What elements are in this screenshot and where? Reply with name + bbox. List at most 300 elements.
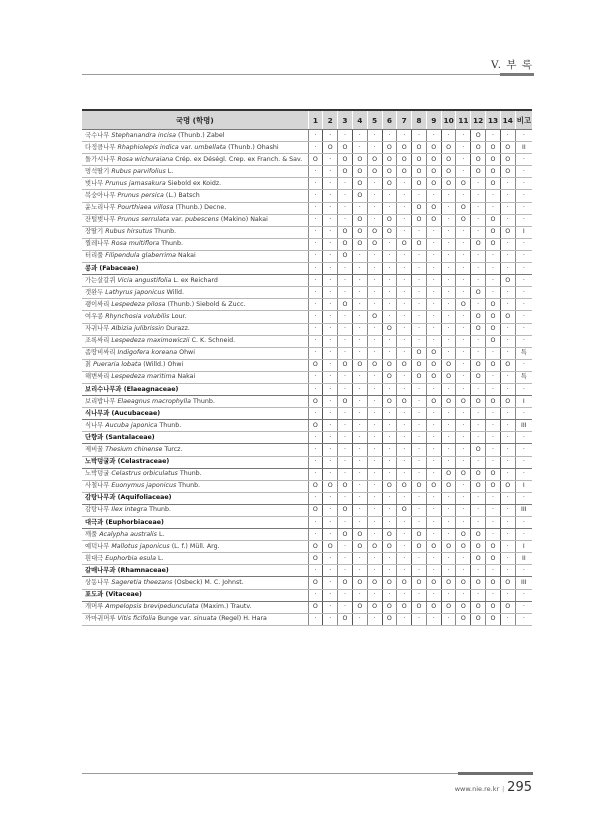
scientific-name: Rhaphiolepis indica xyxy=(117,143,179,151)
absence-mark: · xyxy=(323,166,338,178)
presence-mark: O xyxy=(308,396,323,408)
presence-mark: O xyxy=(456,178,471,190)
note-cell: · xyxy=(515,238,532,250)
site-cell: · xyxy=(426,589,441,601)
presence-mark: O xyxy=(308,601,323,613)
site-cell: · xyxy=(412,263,427,275)
presence-mark: O xyxy=(338,154,353,166)
absence-mark: · xyxy=(323,238,338,250)
presence-mark: O xyxy=(500,154,515,166)
presence-mark: O xyxy=(486,613,501,625)
absence-mark: · xyxy=(426,287,441,299)
species-row xyxy=(82,444,532,456)
species-row xyxy=(82,299,532,311)
site-cell: · xyxy=(367,383,382,395)
presence-mark: O xyxy=(382,577,397,589)
note-cell: · xyxy=(515,154,532,166)
presence-mark: O xyxy=(323,142,338,154)
absence-mark: · xyxy=(382,202,397,214)
site-cell: · xyxy=(397,408,412,420)
absence-mark: · xyxy=(441,238,456,250)
site-cell: · xyxy=(412,517,427,529)
site-cell: · xyxy=(456,263,471,275)
family-row xyxy=(82,383,532,395)
presence-mark: O xyxy=(308,541,323,553)
absence-mark: · xyxy=(323,359,338,371)
family-label: 보리수나무과 (Elaeagnaceae) xyxy=(82,383,308,395)
absence-mark: · xyxy=(397,335,412,347)
scientific-name: sinuata xyxy=(193,615,217,623)
korean-name: 갯완두 xyxy=(85,288,104,296)
absence-mark: · xyxy=(367,190,382,202)
absence-mark: · xyxy=(352,299,367,311)
absence-mark: · xyxy=(323,420,338,432)
note-cell: · xyxy=(515,359,532,371)
site-cell: · xyxy=(352,456,367,468)
presence-mark: O xyxy=(441,142,456,154)
author-name: L. xyxy=(158,530,165,538)
species-name xyxy=(82,166,308,178)
absence-mark: · xyxy=(397,287,412,299)
site-cell: · xyxy=(308,517,323,529)
absence-mark: · xyxy=(486,250,501,262)
note-cell: 특 xyxy=(515,347,532,359)
presence-mark: O xyxy=(352,154,367,166)
note-cell: I xyxy=(515,480,532,492)
site-cell: · xyxy=(308,383,323,395)
column-header-site: 6 xyxy=(382,110,397,130)
presence-mark: O xyxy=(426,214,441,226)
absence-mark: · xyxy=(500,250,515,262)
presence-mark: O xyxy=(397,480,412,492)
site-cell: · xyxy=(352,589,367,601)
absence-mark: · xyxy=(323,154,338,166)
absence-mark: · xyxy=(441,275,456,287)
korean-name: 예덕나무 xyxy=(85,542,110,550)
absence-mark: · xyxy=(367,335,382,347)
presence-mark: O xyxy=(426,359,441,371)
site-cell: · xyxy=(500,565,515,577)
presence-mark: O xyxy=(323,541,338,553)
note-cell: · xyxy=(515,432,532,444)
absence-mark: · xyxy=(367,420,382,432)
korean-name: 상동나무 xyxy=(85,579,110,587)
presence-mark: O xyxy=(397,166,412,178)
absence-mark: · xyxy=(323,396,338,408)
absence-mark: · xyxy=(338,202,353,214)
author-name: Thunb. xyxy=(149,506,171,514)
absence-mark: · xyxy=(367,214,382,226)
scientific-name: Rubus parvifolius xyxy=(111,167,166,175)
scientific-name: Elaeagnus macrophylla xyxy=(117,397,191,405)
site-cell: · xyxy=(382,517,397,529)
note-cell: · xyxy=(515,190,532,202)
scientific-name: Vitis ficifolia xyxy=(117,615,156,623)
note-cell: · xyxy=(515,408,532,420)
absence-mark: · xyxy=(426,613,441,625)
absence-mark: · xyxy=(323,504,338,516)
absence-mark: · xyxy=(397,226,412,238)
absence-mark: · xyxy=(323,311,338,323)
absence-mark: · xyxy=(382,468,397,480)
presence-mark: O xyxy=(486,299,501,311)
presence-mark: O xyxy=(338,480,353,492)
column-header-site: 12 xyxy=(471,110,486,130)
absence-mark: · xyxy=(426,275,441,287)
site-cell: · xyxy=(338,589,353,601)
absence-mark: · xyxy=(456,154,471,166)
site-cell: · xyxy=(456,383,471,395)
absence-mark: · xyxy=(323,130,338,142)
presence-mark: O xyxy=(412,142,427,154)
author-name: (Makino) Nakai xyxy=(220,216,268,224)
species-row xyxy=(82,287,532,299)
species-name xyxy=(82,613,308,625)
absence-mark: · xyxy=(338,190,353,202)
presence-mark: O xyxy=(352,190,367,202)
author-name: Lour. xyxy=(171,312,187,320)
absence-mark: · xyxy=(338,275,353,287)
presence-mark: O xyxy=(338,226,353,238)
presence-mark: O xyxy=(426,480,441,492)
presence-mark: O xyxy=(426,601,441,613)
absence-mark: · xyxy=(486,190,501,202)
site-cell: · xyxy=(323,517,338,529)
scientific-name: Sageretia theezans xyxy=(111,579,173,587)
site-cell: · xyxy=(367,408,382,420)
absence-mark: · xyxy=(397,178,412,190)
species-name xyxy=(82,444,308,456)
column-header-site: 8 xyxy=(412,110,427,130)
scientific-name: Indigofera koreana xyxy=(117,349,178,357)
note-cell: · xyxy=(515,311,532,323)
presence-mark: O xyxy=(338,529,353,541)
site-cell: · xyxy=(338,492,353,504)
site-cell: · xyxy=(323,492,338,504)
species-name xyxy=(82,396,308,408)
top-rule xyxy=(82,74,532,75)
korean-name: 터리풀 xyxy=(85,252,104,260)
absence-mark: · xyxy=(323,323,338,335)
korean-name: 노박덩굴 xyxy=(85,470,110,478)
presence-mark: O xyxy=(352,238,367,250)
site-cell: · xyxy=(338,517,353,529)
presence-mark: O xyxy=(441,601,456,613)
absence-mark: · xyxy=(323,468,338,480)
absence-mark: · xyxy=(397,323,412,335)
top-rule-accent xyxy=(500,73,534,76)
author-name: C. K. Schneid. xyxy=(191,337,236,345)
species-row xyxy=(82,226,532,238)
presence-mark: O xyxy=(426,166,441,178)
site-cell: · xyxy=(426,492,441,504)
species-row xyxy=(82,541,532,553)
korean-name: 장딸기 xyxy=(85,228,104,236)
presence-mark: O xyxy=(500,166,515,178)
absence-mark: · xyxy=(500,299,515,311)
site-cell: · xyxy=(367,432,382,444)
absence-mark: · xyxy=(308,299,323,311)
author-name: Thunb. xyxy=(154,228,177,236)
site-cell: · xyxy=(412,492,427,504)
note-cell: · xyxy=(515,130,532,142)
presence-mark: O xyxy=(367,238,382,250)
absence-mark: · xyxy=(500,613,515,625)
site-cell: · xyxy=(308,432,323,444)
absence-mark: · xyxy=(412,323,427,335)
author-name: (Thunb.) Decne. xyxy=(175,204,227,212)
presence-mark: O xyxy=(367,311,382,323)
absence-mark: · xyxy=(486,371,501,383)
site-cell: · xyxy=(486,589,501,601)
species-name xyxy=(82,311,308,323)
scientific-name: Prunus persica xyxy=(117,192,164,200)
scientific-name: Thesium chinense xyxy=(105,445,163,453)
korean-name: 잔털벚나무 xyxy=(85,216,116,224)
species-row xyxy=(82,142,532,154)
site-cell: · xyxy=(382,565,397,577)
absence-mark: · xyxy=(367,130,382,142)
author-name: var. xyxy=(171,216,183,224)
presence-mark: O xyxy=(456,601,471,613)
absence-mark: · xyxy=(382,190,397,202)
presence-mark: O xyxy=(367,541,382,553)
site-cell: · xyxy=(441,589,456,601)
site-cell: · xyxy=(456,589,471,601)
presence-mark: O xyxy=(382,166,397,178)
site-cell: · xyxy=(367,263,382,275)
site-cell: · xyxy=(308,565,323,577)
absence-mark: · xyxy=(441,202,456,214)
site-cell: · xyxy=(308,408,323,420)
absence-mark: · xyxy=(308,166,323,178)
scientific-name: Aucuba japonica xyxy=(105,421,158,429)
absence-mark: · xyxy=(367,371,382,383)
presence-mark: O xyxy=(500,396,515,408)
absence-mark: · xyxy=(308,202,323,214)
presence-mark: O xyxy=(397,601,412,613)
absence-mark: · xyxy=(382,553,397,565)
presence-mark: O xyxy=(456,468,471,480)
absence-mark: · xyxy=(412,275,427,287)
absence-mark: · xyxy=(338,130,353,142)
absence-mark: · xyxy=(382,250,397,262)
note-cell: · xyxy=(515,299,532,311)
absence-mark: · xyxy=(397,250,412,262)
footer-url[interactable]: www.nie.re.kr xyxy=(454,785,500,793)
note-cell: II xyxy=(515,142,532,154)
korean-name: 까마귀머루 xyxy=(85,615,116,623)
presence-mark: O xyxy=(352,601,367,613)
presence-mark: O xyxy=(486,553,501,565)
korean-name: 자귀나무 xyxy=(85,325,110,333)
note-cell: · xyxy=(515,178,532,190)
presence-mark: O xyxy=(338,613,353,625)
absence-mark: · xyxy=(397,529,412,541)
absence-mark: · xyxy=(382,238,397,250)
presence-mark: O xyxy=(471,396,486,408)
site-cell: · xyxy=(426,456,441,468)
absence-mark: · xyxy=(367,287,382,299)
absence-mark: · xyxy=(471,504,486,516)
absence-mark: · xyxy=(397,553,412,565)
footer-separator: | xyxy=(502,786,505,793)
absence-mark: · xyxy=(471,214,486,226)
site-cell: · xyxy=(456,432,471,444)
absence-mark: · xyxy=(338,347,353,359)
presence-mark: O xyxy=(500,142,515,154)
note-cell: · xyxy=(515,492,532,504)
absence-mark: · xyxy=(397,420,412,432)
species-name xyxy=(82,504,308,516)
presence-mark: O xyxy=(367,359,382,371)
absence-mark: · xyxy=(412,468,427,480)
absence-mark: · xyxy=(308,275,323,287)
column-header-site: 2 xyxy=(323,110,338,130)
site-cell: · xyxy=(471,383,486,395)
presence-mark: O xyxy=(412,480,427,492)
presence-mark: O xyxy=(456,214,471,226)
absence-mark: · xyxy=(441,444,456,456)
absence-mark: · xyxy=(397,202,412,214)
absence-mark: · xyxy=(323,529,338,541)
absence-mark: · xyxy=(352,142,367,154)
species-row xyxy=(82,371,532,383)
site-cell: · xyxy=(323,589,338,601)
absence-mark: · xyxy=(382,347,397,359)
absence-mark: · xyxy=(397,299,412,311)
species-row xyxy=(82,420,532,432)
absence-mark: · xyxy=(323,347,338,359)
scientific-name: Stephanandra incisa xyxy=(111,131,176,139)
presence-mark: O xyxy=(486,396,501,408)
absence-mark: · xyxy=(471,347,486,359)
absence-mark: · xyxy=(308,613,323,625)
scientific-name: Pourthiaea villosa xyxy=(117,204,174,212)
absence-mark: · xyxy=(397,444,412,456)
absence-mark: · xyxy=(367,480,382,492)
presence-mark: O xyxy=(486,335,501,347)
site-cell: · xyxy=(426,432,441,444)
site-cell: · xyxy=(367,517,382,529)
presence-mark: O xyxy=(352,214,367,226)
korean-name: 흰대극 xyxy=(85,554,104,562)
presence-mark: O xyxy=(338,250,353,262)
author-name: var. xyxy=(180,143,193,151)
site-cell: · xyxy=(397,565,412,577)
family-row xyxy=(82,492,532,504)
presence-mark: O xyxy=(426,154,441,166)
presence-mark: O xyxy=(471,371,486,383)
presence-mark: O xyxy=(338,142,353,154)
absence-mark: · xyxy=(338,601,353,613)
author-name: Siebold ex Koidz. xyxy=(167,179,222,187)
absence-mark: · xyxy=(412,504,427,516)
species-name xyxy=(82,142,308,154)
page-number: 295 xyxy=(507,780,532,795)
absence-mark: · xyxy=(412,299,427,311)
presence-mark: O xyxy=(412,359,427,371)
absence-mark: · xyxy=(352,444,367,456)
scientific-name: Rhynchosia volubilis xyxy=(105,312,170,320)
presence-mark: O xyxy=(338,396,353,408)
presence-mark: O xyxy=(397,359,412,371)
bottom-rule-accent xyxy=(458,772,533,775)
presence-mark: O xyxy=(441,480,456,492)
absence-mark: · xyxy=(352,323,367,335)
presence-mark: O xyxy=(441,359,456,371)
presence-mark: O xyxy=(456,299,471,311)
site-cell: · xyxy=(471,565,486,577)
absence-mark: · xyxy=(456,226,471,238)
absence-mark: · xyxy=(441,190,456,202)
species-row xyxy=(82,577,532,589)
absence-mark: · xyxy=(338,371,353,383)
absence-mark: · xyxy=(412,420,427,432)
presence-mark: O xyxy=(426,371,441,383)
presence-mark: O xyxy=(412,601,427,613)
author-name: Turcz. xyxy=(164,445,183,453)
site-cell: · xyxy=(352,517,367,529)
presence-mark: O xyxy=(486,601,501,613)
absence-mark: · xyxy=(412,335,427,347)
absence-mark: · xyxy=(323,577,338,589)
column-header-site: 10 xyxy=(441,110,456,130)
absence-mark: · xyxy=(426,468,441,480)
absence-mark: · xyxy=(426,250,441,262)
presence-mark: O xyxy=(352,529,367,541)
species-name xyxy=(82,202,308,214)
presence-mark: O xyxy=(486,166,501,178)
absence-mark: · xyxy=(426,504,441,516)
section-title: V. 부 록 xyxy=(490,59,533,71)
korean-name: 돌가시나무 xyxy=(85,156,116,164)
absence-mark: · xyxy=(308,238,323,250)
absence-mark: · xyxy=(500,287,515,299)
absence-mark: · xyxy=(471,226,486,238)
absence-mark: · xyxy=(426,130,441,142)
site-cell: · xyxy=(382,432,397,444)
korean-name: 국수나무 xyxy=(85,131,110,139)
absence-mark: · xyxy=(367,347,382,359)
presence-mark: O xyxy=(500,311,515,323)
absence-mark: · xyxy=(308,142,323,154)
absence-mark: · xyxy=(397,468,412,480)
absence-mark: · xyxy=(323,275,338,287)
absence-mark: · xyxy=(500,371,515,383)
author-name: L. xyxy=(167,167,174,175)
family-label: 포도과 (Vitaceae) xyxy=(82,589,308,601)
presence-mark: O xyxy=(382,178,397,190)
absence-mark: · xyxy=(308,287,323,299)
species-name xyxy=(82,359,308,371)
site-cell: · xyxy=(308,456,323,468)
table-body xyxy=(82,130,532,626)
korean-name: 좀땅비싸리 xyxy=(85,349,116,357)
absence-mark: · xyxy=(308,130,323,142)
note-cell: I xyxy=(515,226,532,238)
absence-mark: · xyxy=(456,359,471,371)
note-cell: 특 xyxy=(515,371,532,383)
absence-mark: · xyxy=(367,142,382,154)
absence-mark: · xyxy=(486,287,501,299)
korean-name: 가는살갈퀴 xyxy=(85,276,116,284)
absence-mark: · xyxy=(486,444,501,456)
absence-mark: · xyxy=(456,504,471,516)
column-header-name: 국명 (학명) xyxy=(82,110,308,130)
absence-mark: · xyxy=(308,311,323,323)
absence-mark: · xyxy=(456,142,471,154)
